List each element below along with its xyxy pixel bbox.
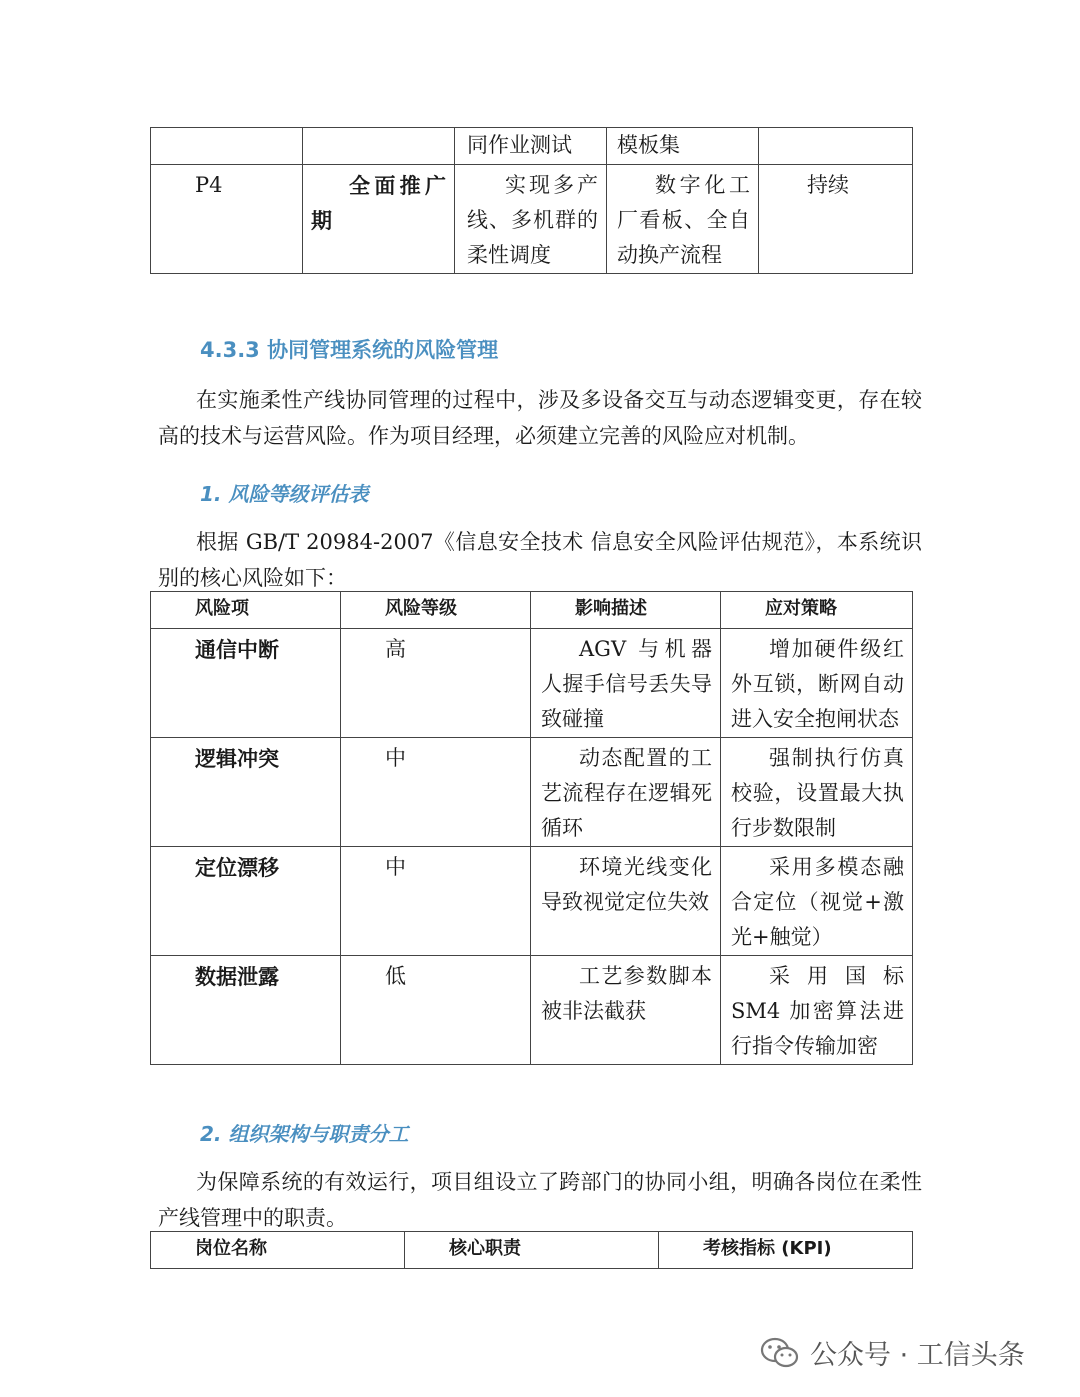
column-header: 岗位名称	[151, 1232, 405, 1269]
table-header-row	[151, 1232, 913, 1269]
risk-level: 低	[341, 956, 531, 1065]
table-row	[151, 128, 913, 165]
phase-goal: 实现多产线、多机群的柔性调度	[455, 165, 607, 274]
risk-impact: 动态配置的工艺流程存在逻辑死循环	[531, 738, 721, 847]
section-heading: 4.3.3 协同管理系统的风险管理	[200, 338, 499, 362]
risk-item: 数据泄露	[151, 956, 341, 1065]
phase-name: 全面推广期	[303, 165, 455, 274]
risk-strategy: 采用多模态融合定位（视觉+激光+触觉）	[721, 847, 913, 956]
risk-item: 定位漂移	[151, 847, 341, 956]
phase-deliverable: 数字化工厂看板、全自动换产流程	[607, 165, 759, 274]
watermark-text: 公众号 · 工信头条	[810, 1340, 1025, 1371]
phase-duration: 持续	[759, 165, 913, 274]
risk-table	[150, 591, 913, 1065]
org-heading: 2. 组织架构与职责分工	[200, 1122, 409, 1146]
phase-id: P4	[151, 165, 303, 274]
risk-strategy: 强制执行仿真校验，设置最大执行步数限制	[721, 738, 913, 847]
column-header: 考核指标 (KPI)	[659, 1232, 913, 1269]
column-header: 核心职责	[405, 1232, 659, 1269]
table-cell	[759, 128, 913, 165]
risk-item: 通信中断	[151, 629, 341, 738]
table-cell: 模板集	[607, 128, 759, 165]
table-header-row	[151, 592, 913, 629]
risk-item: 逻辑冲突	[151, 738, 341, 847]
phase-table	[150, 127, 913, 274]
risk-strategy: 采用国标 SM4 加密算法进行指令传输加密	[721, 956, 913, 1065]
risk-intro: 根据 GB/T 20984-2007《信息安全技术 信息安全风险评估规范》，本系统识别的核心风险如下：	[158, 530, 922, 590]
watermark	[760, 1333, 1025, 1372]
table-row	[151, 165, 913, 274]
table-row	[151, 847, 913, 956]
wechat-icon	[760, 1336, 800, 1370]
table-row	[151, 956, 913, 1065]
risk-impact: AGV 与机器人握手信号丢失导致碰撞	[531, 629, 721, 738]
table-cell	[303, 128, 455, 165]
column-header: 风险等级	[341, 592, 531, 629]
risk-level: 中	[341, 847, 531, 956]
column-header: 应对策略	[721, 592, 913, 629]
column-header: 影响描述	[531, 592, 721, 629]
table-cell	[151, 128, 303, 165]
column-header: 风险项	[151, 592, 341, 629]
section-intro: 在实施柔性产线协同管理的过程中，涉及多设备交互与动态逻辑变更，存在较高的技术与运营风险。作为项目经理，必须建立完善的风险应对机制。	[158, 388, 922, 448]
table-row	[151, 629, 913, 738]
risk-impact: 工艺参数脚本被非法截获	[531, 956, 721, 1065]
risk-level: 高	[341, 629, 531, 738]
org-table	[150, 1231, 913, 1269]
org-intro: 为保障系统的有效运行，项目组设立了跨部门的协同小组，明确各岗位在柔性产线管理中的职责。	[158, 1170, 922, 1230]
risk-heading: 1. 风险等级评估表	[200, 482, 369, 506]
risk-impact: 环境光线变化导致视觉定位失效	[531, 847, 721, 956]
table-cell: 同作业测试	[455, 128, 607, 165]
table-row	[151, 738, 913, 847]
risk-strategy: 增加硬件级红外互锁，断网自动进入安全抱闸状态	[721, 629, 913, 738]
risk-level: 中	[341, 738, 531, 847]
